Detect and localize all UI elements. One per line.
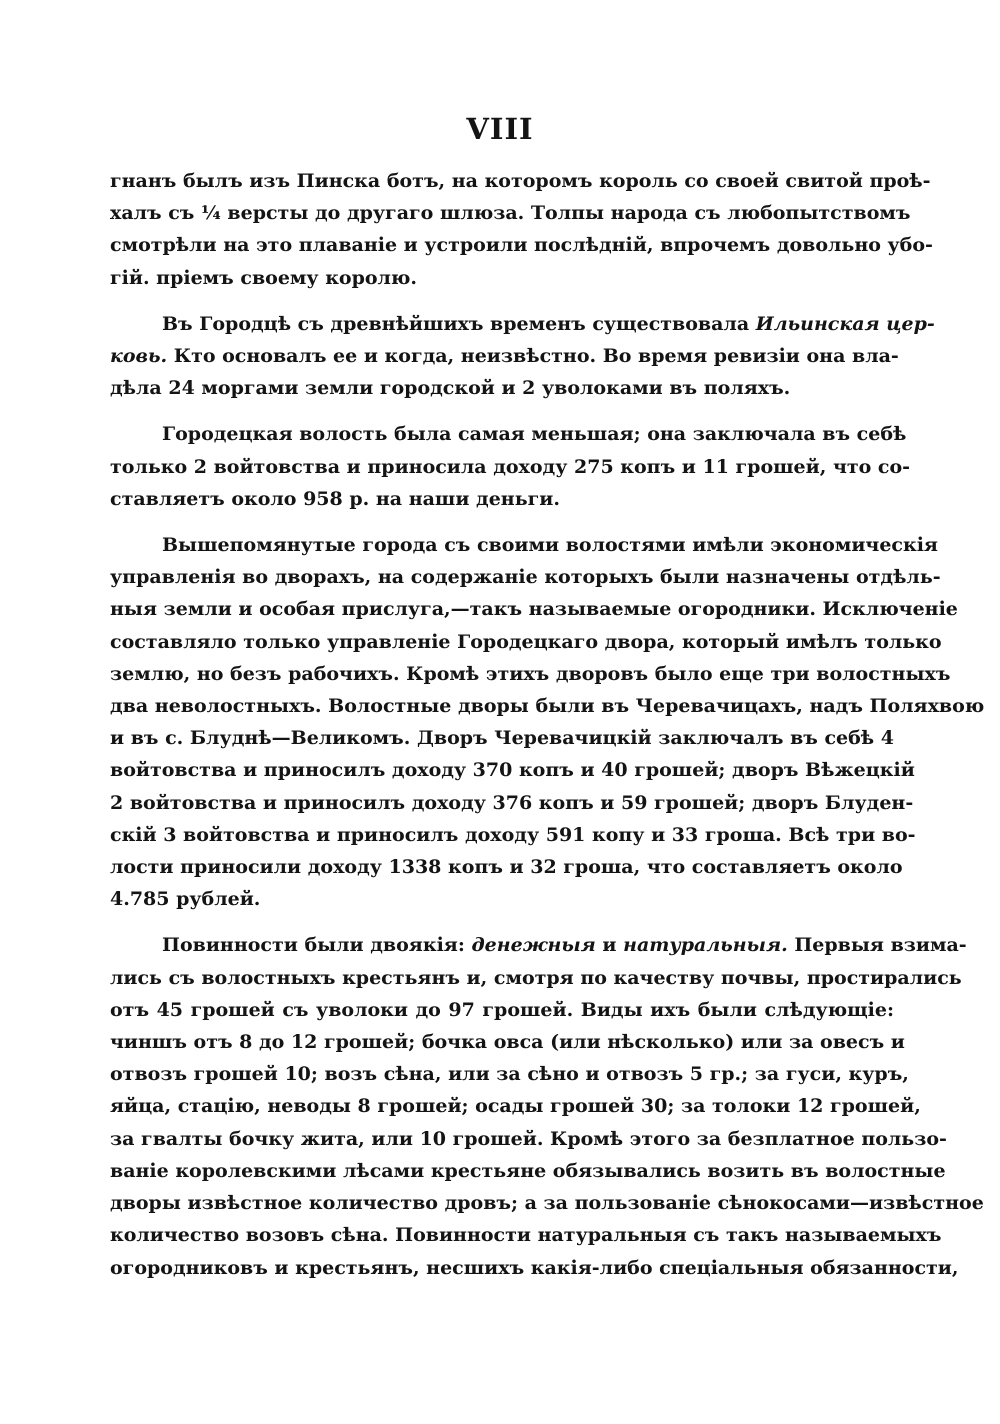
text-segment: Повинности были двоякія: [162, 934, 472, 957]
text-line: управленія во дворахъ, на содержаніе которыхъ были назначены отдѣль- [110, 566, 941, 589]
text-body [110, 165, 985, 1284]
text-line: лись съ волостныхъ крестьянъ и, смотря по качеству почвы, простирались [110, 966, 962, 989]
paragraph [110, 418, 911, 515]
text-line: составляло только управленіе Городецкаго двора, который имѣлъ только [110, 630, 942, 653]
text-line: землю, но безъ рабочихъ. Кромѣ этихъ дворовъ было еще три волостныхъ [110, 662, 951, 685]
text-line: войтовства и приносилъ доходу 370 копъ и 40 грошей; дворъ Вѣжецкій [110, 759, 915, 782]
text-line [110, 929, 967, 961]
text-line: 4.785 рублей. [110, 888, 261, 911]
text-line: огородниковъ и крестьянъ, несшихъ какія-либо спеціальныя обязанности, [110, 1256, 959, 1279]
text-line: Городецкая волость была самая меньшая; она заключала въ себѣ [162, 423, 907, 446]
italic-term: натуральныя. [623, 934, 788, 957]
text-line: за гвалты бочку жита, или 10 грошей. Кромѣ этого за безплатное пользо- [110, 1127, 947, 1150]
text-line: количество возовъ сѣна. Повинности натуральныя съ такъ называемыхъ [110, 1224, 942, 1247]
italic-term: денежныя [471, 934, 596, 957]
text-line: яйца, стацію, неводы 8 грошей; осады грошей 30; за толоки 12 грошей, [110, 1095, 921, 1118]
text-line: 2 войтовства и приносилъ доходу 376 копъ и 59 грошей; дворъ Блуден- [110, 791, 914, 814]
text-line: гнанъ былъ изъ Пинска ботъ, на которомъ король со своей свитой проѣ- [110, 170, 931, 192]
text-line: ставляетъ около 958 р. на наши деньги. [110, 487, 560, 510]
text-segment: Первыя взима- [787, 934, 967, 957]
text-line: лости приносили доходу 1338 копъ и 32 гроша, что составляетъ около [110, 856, 903, 879]
text-line: ваніе королевскими лѣсами крестьяне обязывались возить въ волостные [110, 1159, 946, 1182]
text-segment: Кто основалъ ее и когда, неизвѣстно. Во время ревизіи она вла- [167, 345, 899, 368]
text-line: гій. пріемъ своему королю. [110, 266, 418, 289]
paragraph [110, 308, 935, 405]
text-line [110, 340, 899, 372]
text-line: два неволостныхъ. Волостные дворы были въ Черевачицахъ, надъ Поляхвою [110, 695, 985, 718]
text-line: дѣла 24 моргами земли городской и 2 уволоками въ поляхъ. [110, 377, 791, 400]
paragraph [110, 529, 985, 915]
text-line: отъ 45 грошей съ уволоки до 97 грошей. Виды ихъ были слѣдующіе: [110, 998, 894, 1021]
text-segment: и [595, 934, 624, 957]
text-line: только 2 войтовства и приносила доходу 275 копъ и 11 грошей, что со- [110, 455, 911, 478]
text-line: скій 3 войтовства и приносилъ доходу 591 копу и 33 гроша. Всѣ три во- [110, 823, 916, 846]
text-line [110, 308, 935, 340]
text-line: халъ съ ¼ версты до другаго шлюза. Толпы народа съ любопытствомъ [110, 202, 911, 225]
text-line: чиншъ отъ 8 до 12 грошей; бочка овса (или нѣсколько) или за овесъ и [110, 1031, 905, 1054]
paragraph [110, 929, 984, 1283]
text-line: отвозъ грошей 10; возъ сѣна, или за сѣно и отвозъ 5 гр.; за гуси, куръ, [110, 1063, 909, 1086]
text-segment: Въ Городцѣ съ древнѣйшихъ временъ существовала [162, 312, 756, 335]
paragraph [110, 165, 933, 294]
text-line: дворы извѣстное количество дровъ; а за пользованіе сѣнокосами—извѣстное [110, 1192, 984, 1215]
text-line: и въ с. Блуднѣ—Великомъ. Дворъ Черевачицкій заключалъ въ себѣ 4 [110, 727, 894, 750]
text-line: Вышепомянутые города съ своими волостями имѣли экономическія [162, 534, 938, 557]
page-number: VIII [466, 112, 534, 146]
italic-term: Ильинская цер- [755, 312, 935, 335]
text-line: смотрѣли на это плаваніе и устроили послѣдній, впрочемъ довольно убо- [110, 234, 933, 257]
italic-term: ковь. [110, 345, 168, 368]
text-line: ныя земли и особая прислуга,—такъ называемые огородники. Исключеніе [110, 598, 958, 621]
